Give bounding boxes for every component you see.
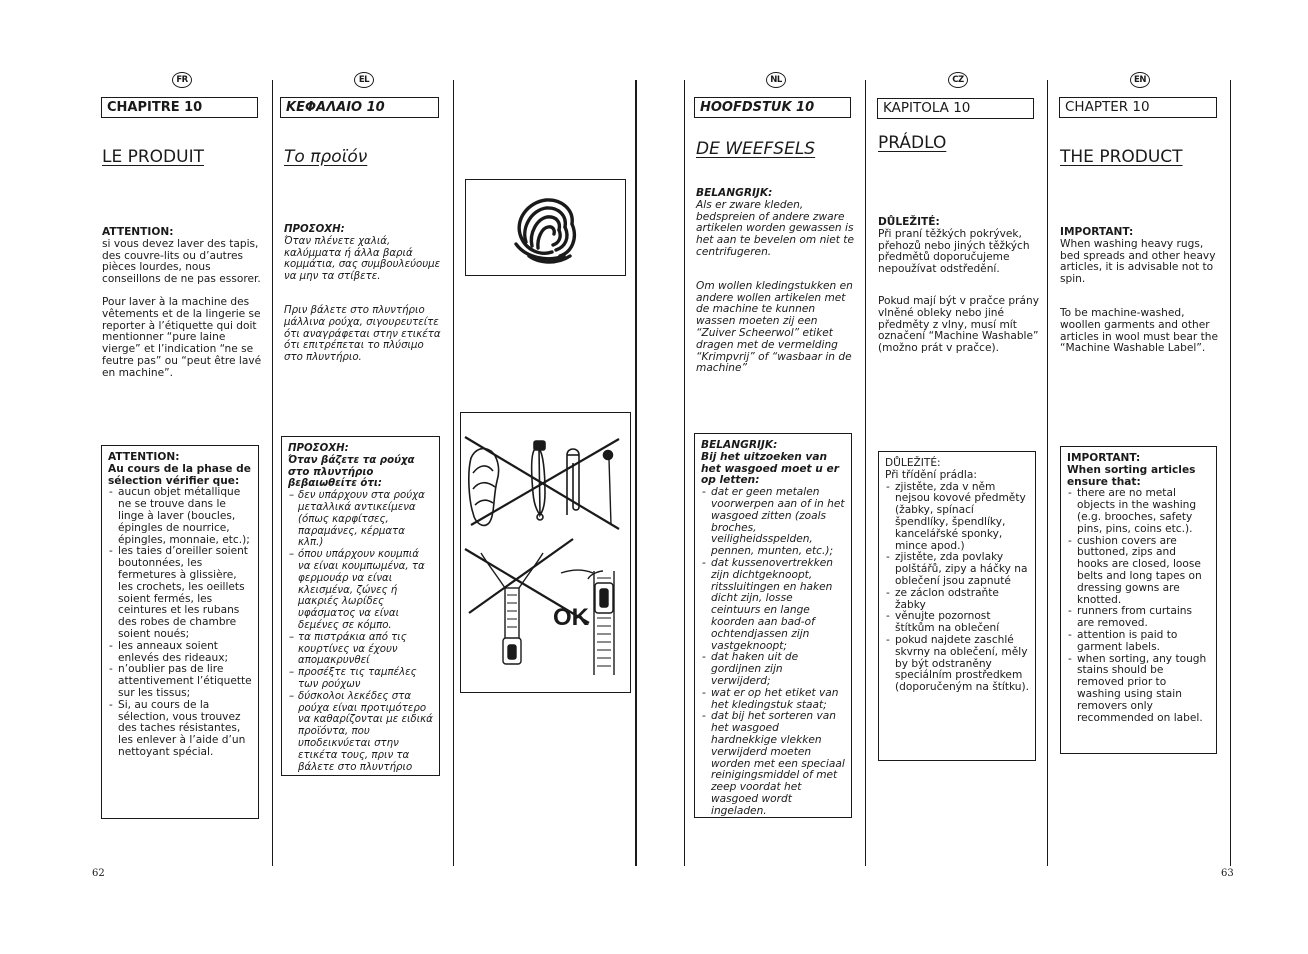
list-item: - attention is paid to garment labels. [1067,630,1210,654]
page-gutter [635,80,637,866]
list-item: – τα πιστράκια από τις κουρτίνες να έχουν απομακρυνθεί [288,632,433,667]
warning-label-el: ΠΡΟΣΟΧΗ: [284,224,345,235]
section-title-el: Το προϊόν [284,147,368,167]
wool-paragraph-fr: Pour laver à la machine des vêtements et de la lingerie se reporter à l’étiquette qui doit mentionner “pure laine vierge” et l’indication “ne se feutre pas” ou “peut être lavé en machine”. [102,295,262,379]
intro-text-en [1060,227,1222,366]
chapter-heading-nl: HOOFDSTUK 10 [694,97,851,118]
sorting-box-heading-nl: BELANGRIJK: Bij het uitzoeken van het wasgoed moet u er op letten: [701,439,839,487]
list-item: - zjistěte, zda v něm nejsou kovové předměty (žabky, spínací špendlíky, špendlíky, kancelářské sponky, mince apod.) [885,482,1029,553]
chapter-heading-cz: KAPITOLA 10 [877,98,1034,119]
closed-zipper-illustration [588,571,614,675]
language-badge-fr: FR [172,72,192,88]
list-item: - dat haken uit de gordijnen zijn verwijderd; [701,652,845,687]
sorting-box-fr [101,445,259,819]
sorting-box-nl [694,433,852,818]
warning-text-el: Όταν πλένετε χαλιά, καλύμματα ή άλλα βαριά κομμάτια, σας συμβουλεύουμε να μην τα στίβετε. [284,235,441,283]
language-badge-en: EN [1130,72,1150,88]
chapter-heading-el: ΚΕΦΑΛΑΙΟ 10 [280,97,439,118]
list-item: - Si, au cours de la sélection, vous trouvez des taches résistantes, les enlever à l’aide d’un nettoyant spécial. [108,700,252,759]
page-number-right: 63 [1221,868,1234,879]
section-title-nl: DE WEEFSELS [696,139,816,159]
sorting-box-cz [878,451,1036,761]
sorting-box-en [1060,446,1217,754]
wool-paragraph-cz: Pokud mají být v pračce prány vlněné obleky nebo jiné předměty z vlny, musí mít označení “Machine Washable” (možno prát v pračce). [878,294,1039,355]
list-item: - věnujte pozornost štítkům na oblečení [885,611,1029,635]
list-item: – δεν υπάρχουν στα ρούχα μεταλλικά αντικείμενα (όπως καρφίτσες, παραμάνες, κέρματα κλπ.) [288,490,433,549]
sorting-box-el [281,436,440,776]
list-item: - zjistěte, zda povlaky polštářů, zipy a háčky na oblečení jsou zapnuté [885,552,1029,587]
wool-mark-frame [465,179,626,276]
warning-label-cz: DŮLEŽITÉ: [878,216,940,228]
language-badge-el: EL [354,72,374,88]
list-item: - aucun objet métallique ne se trouve dans le linge à laver (boucles, épingles de nourrice, épingles, monnaie, etc.); [108,487,252,546]
list-item: - when sorting, any tough stains should be removed prior to washing using stain removers only recommended on label. [1067,654,1210,725]
warning-text-fr: si vous devez laver des tapis, des couvre-lits ou d’autres pièces lourdes, nous conseillons de ne pas essorer. [102,237,261,286]
wool-mark-icon [466,180,625,275]
sorting-box-heading-cz: DŮLEŽITÉ: Při třídění prádla: [885,457,977,481]
intro-text-cz [878,217,1040,366]
list-item: - wat er op het etiket van het kledingstuk staat; [701,688,845,712]
column-divider [1230,80,1231,866]
sorting-box-heading-fr: ATTENTION: Au cours de la phase de sélection vérifier que: [108,451,251,487]
warning-label-en: IMPORTANT: [1060,226,1134,238]
column-divider [453,80,454,866]
page-number-left: 62 [92,868,105,879]
list-item: - dat kussenovertrekken zijn dichtgeknoopt, ritssluitingen en haken dicht zijn, losse ceintuurs en lange koorden aan bad-of ochtendjassen zijn vastgeknoopt; [701,558,845,652]
sorting-box-heading-el: ΠΡΟΣΟΧΗ: Όταν βάζετε τα ρούχα στο πλυντήριο βεβαιωθείτε ότι: [288,443,415,490]
list-item: - there are no metal objects in the washing (e.g. brooches, safety pins, pins, coins etc.). [1067,488,1210,535]
wool-paragraph-el: Πριν βάλετε στο πλυντήριο μάλλινα ρούχα, σιγουρευτείτε ότι αναγράφεται στην ετικέτα ότι επιτρέπεται το πλύσιμο στο πλυντήριο. [284,304,441,364]
intro-text-fr [102,227,262,391]
language-badge-cz: CZ [948,72,968,88]
list-item: – δύσκολοι λεκέδες στα ρούχα είναι προτιμότερο να καθαρίζονται με ειδικά προϊόντα, που υποδεικνύεται στην ετικέτα τους, πριν τα βάλετε στο πλυντήριο [288,691,433,774]
section-title-en: THE PRODUCT [1060,147,1183,167]
column-divider [865,80,866,866]
intro-text-nl [696,188,856,386]
ok-label: OK [553,604,589,631]
list-item: - ze záclon odstraňte žabky [885,588,1029,612]
warning-label-fr: ATTENTION: [102,226,174,238]
chapter-heading-en: CHAPTER 10 [1059,97,1217,118]
column-divider [272,80,273,866]
list-item: - runners from curtains are removed. [1067,606,1210,630]
warning-text-nl: Als er zware kleden, bedspreien of andere zware artikelen worden gewassen is het aan te bevelen om niet te centrifugeren. [696,198,854,258]
list-item: - dat bij het sorteren van het wasgoed hardnekkige vlekken verwijderd moeten worden met een speciaal reinigingsmiddel of met zeep voordat het wasgoed wordt ingeladen. [701,711,845,817]
warning-text-en: When washing heavy rugs, bed spreads and other heavy articles, it is advisable not to spin. [1060,237,1216,286]
sorting-box-heading-en: IMPORTANT: When sorting articles ensure that: [1067,452,1196,488]
list-item: - dat er geen metalen voorwerpen aan of in het wasgoed zitten (zoals broches, veiligheidsspelden, pennen, munten, etc.); [701,487,845,558]
warning-label-nl: BELANGRIJK: [696,187,773,199]
list-item: – όπου υπάρχουν κουμπιά να είναι κουμπωμένα, τα φερμουάρ να είναι κλεισμένα, ζώνες ή μακριές λωρίδες υφάσματος να είναι δεμένες σε κόμπο. [288,549,433,632]
list-item: - les anneaux soient enlevés des rideaux; [108,641,252,665]
column-divider [684,80,685,866]
column-divider [1047,80,1048,866]
list-item: – προσέξτε τις ταμπέλες των ρούχων [288,667,433,691]
language-badge-nl: NL [766,72,786,88]
list-item: - pokud najdete zaschlé skvrny na oblečení, měly by být odstraněny speciálním prostředkem (doporučeným na štítku). [885,635,1029,694]
intro-text-el [284,224,442,375]
sorting-illustration [461,413,630,692]
section-title-fr: LE PRODUIT [102,147,204,167]
sorting-illustration-frame [460,412,631,693]
wool-paragraph-nl: Om wollen kledingstukken en andere wollen artikelen met de machine te kunnen wassen moeten zij een “Zuiver Scheerwol” etiket dragen met de vermelding “Krimpvrij” of “wasbaar in de machine” [696,279,853,375]
section-title-cz: PRÁDLO [878,133,947,153]
list-item: - cushion covers are buttoned, zips and hooks are closed, loose belts and long tapes on dressing gowns are knotted. [1067,536,1210,607]
wool-paragraph-en: To be machine-washed, woollen garments and other articles in wool must bear the “Machine Washable Label”. [1060,306,1218,355]
chapter-heading-fr: CHAPITRE 10 [101,97,258,118]
list-item: - les taies d’oreiller soient boutonnées, les fermetures à glissière, les crochets, les oeillets soient fermés, les ceintures et les rubans des robes de chambre soient noués; [108,546,252,640]
list-item: - n’oublier pas de lire attentivement l’étiquette sur les tissus; [108,664,252,699]
warning-text-cz: Při praní těžkých pokrývek, přehozů nebo jiných těžkých předmětů doporučujeme nepoužívat odstředění. [878,227,1030,276]
